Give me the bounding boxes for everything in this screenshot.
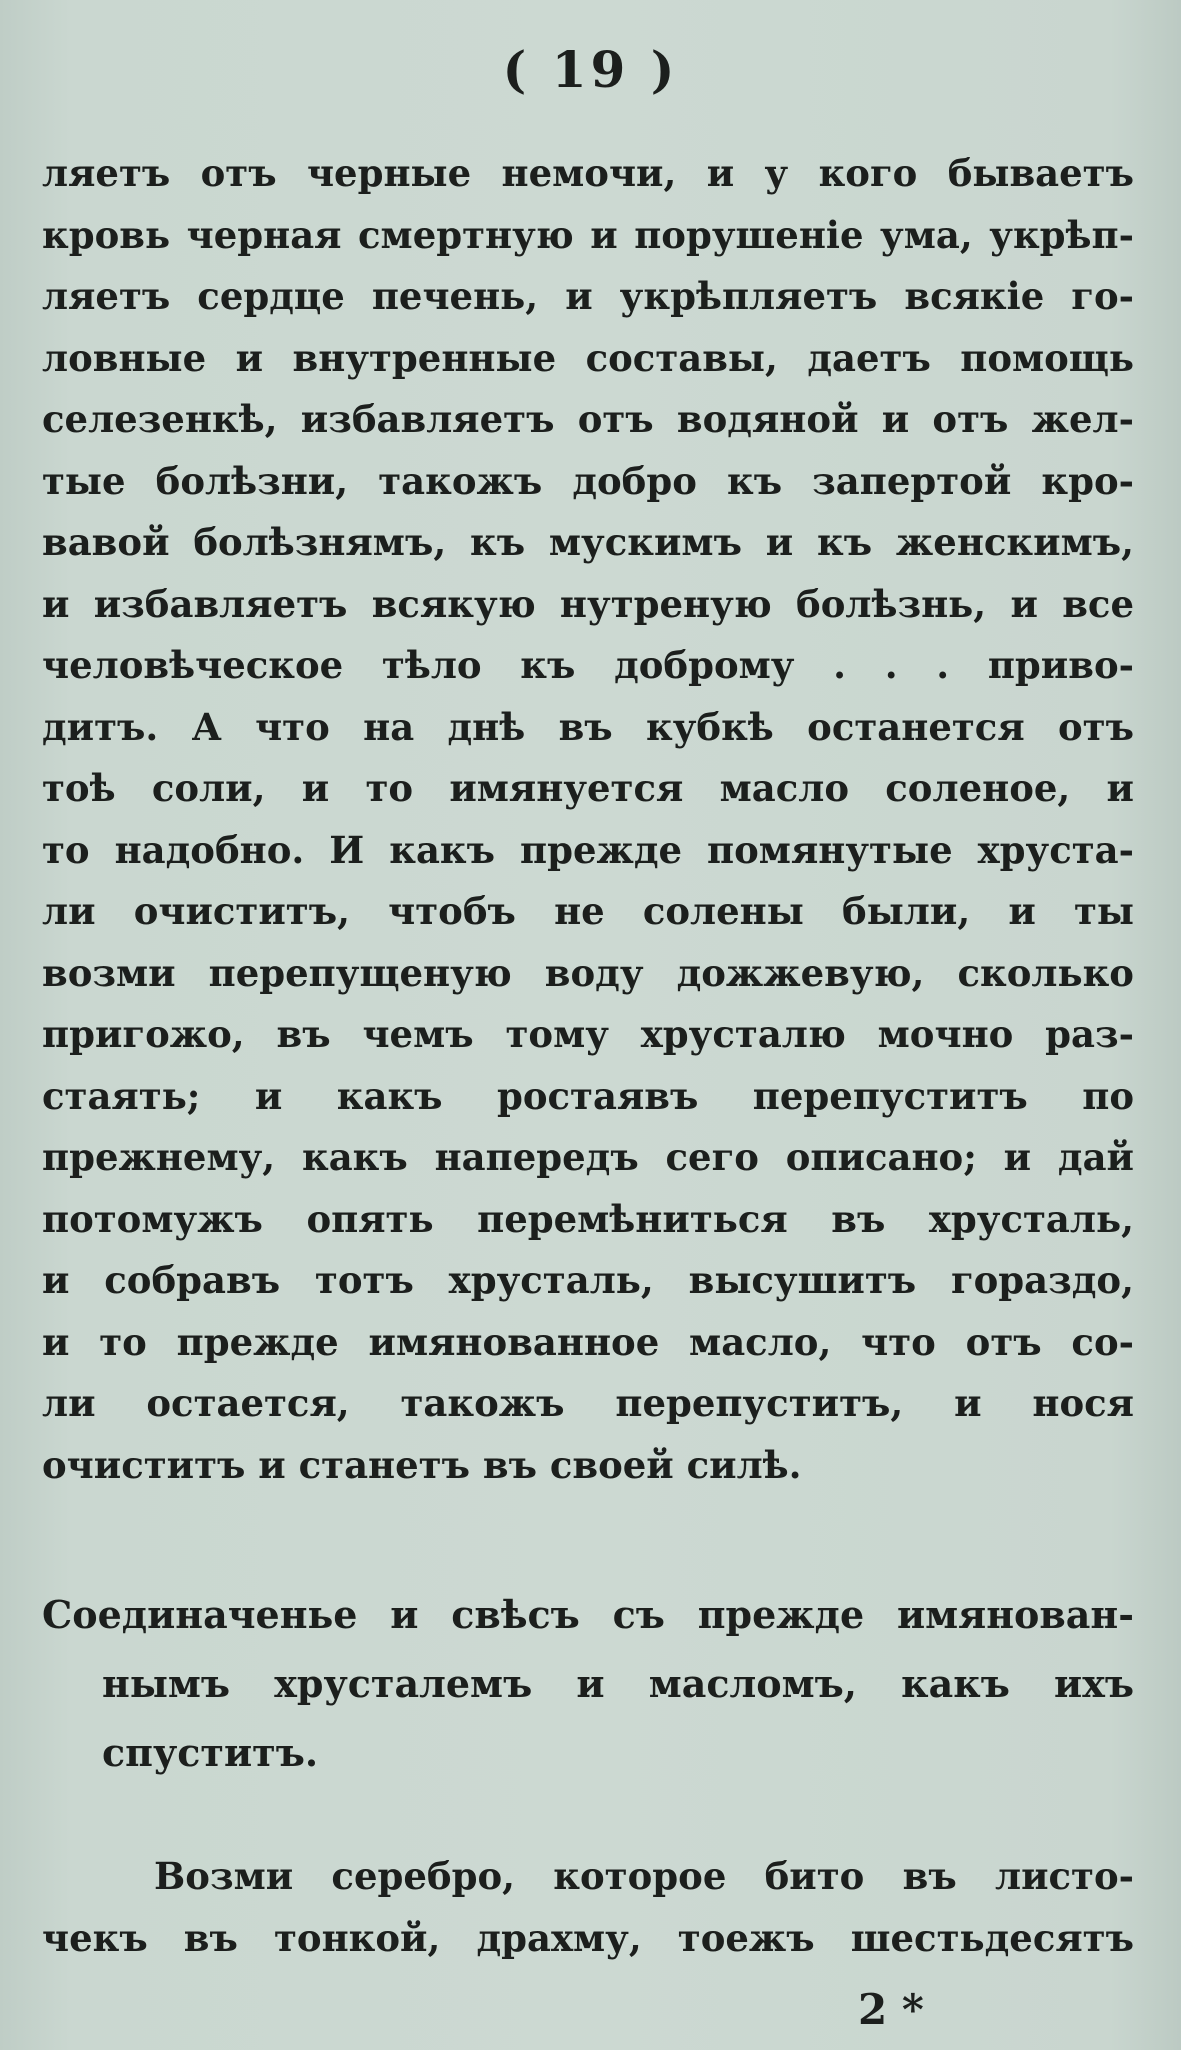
text-line: ли очиститъ, чтобъ не солены были, и ты: [42, 889, 1134, 933]
section-heading: [42, 1580, 1134, 1787]
text-line: тоѣ соли, и то имянуется масло соленое, и: [42, 766, 1134, 810]
text-line: очиститъ и станетъ въ своей силѣ.: [42, 1442, 802, 1487]
main-paragraph: [42, 143, 1134, 1496]
text-line: и то прежде имянованное масло, что отъ со-: [42, 1319, 1134, 1364]
text-line: ляетъ сердце печень, и укрѣпляетъ всякіе го-: [42, 274, 1134, 318]
text-line: ляетъ отъ черные немочи, и у кого бываетъ: [42, 151, 1134, 195]
page-number: ( 19 ): [502, 40, 679, 99]
text-line: вавой болѣзнямъ, къ мускимъ и къ женскимъ,: [42, 520, 1134, 564]
heading-line: спуститъ.: [102, 1730, 319, 1775]
text-line: тые болѣзни, такожъ добро къ запертой кро-: [42, 458, 1134, 503]
text-line: кровь черная смертную и порушеніе ума, укрѣп-: [42, 212, 1134, 257]
text-line: Возми серебро, которое бито въ листо-: [154, 1854, 1134, 1898]
text-line: возми перепущеную воду дожжевую, сколько: [42, 950, 1134, 995]
text-line: стаять; и какъ ростаявъ перепуститъ по: [42, 1073, 1134, 1118]
text-line: ловные и внутренные составы, даетъ помощь: [42, 335, 1134, 380]
text-line: человѣческое тѣло къ доброму . . . приво-: [42, 643, 1134, 687]
heading-line: Соединаченье и свѣсъ съ прежде имянован-: [42, 1592, 1134, 1637]
text-line: прежнему, какъ напередъ сего описано; и дай: [42, 1135, 1134, 1179]
text-line: пригожо, въ чемъ тому хрусталю мочно раз-: [42, 1012, 1134, 1056]
text-line: чекъ въ тонкой, драхму, тоежъ шестьдесятъ: [42, 1915, 1134, 1960]
text-line: ли остается, такожъ перепуститъ, и нося: [42, 1381, 1134, 1425]
signature-mark: 2 *: [858, 1985, 924, 2034]
text-line: селезенкѣ, избавляетъ отъ водяной и отъ жел-: [42, 397, 1134, 441]
text-line: дитъ. А что на днѣ въ кубкѣ останется отъ: [42, 704, 1134, 749]
text-line: и собравъ тотъ хрусталь, высушитъ гораздо,: [42, 1258, 1134, 1302]
text-line: потомужъ опять перемѣниться въ хрусталь,: [42, 1196, 1134, 1241]
text-line: то надобно. И какъ прежде помянутые хруста-: [42, 827, 1134, 872]
heading-line: нымъ хрусталемъ и масломъ, какъ ихъ: [102, 1661, 1134, 1706]
text-line: и избавляетъ всякую нутреную болѣзнь, и все: [42, 581, 1134, 626]
closing-paragraph: [42, 1846, 1134, 1969]
